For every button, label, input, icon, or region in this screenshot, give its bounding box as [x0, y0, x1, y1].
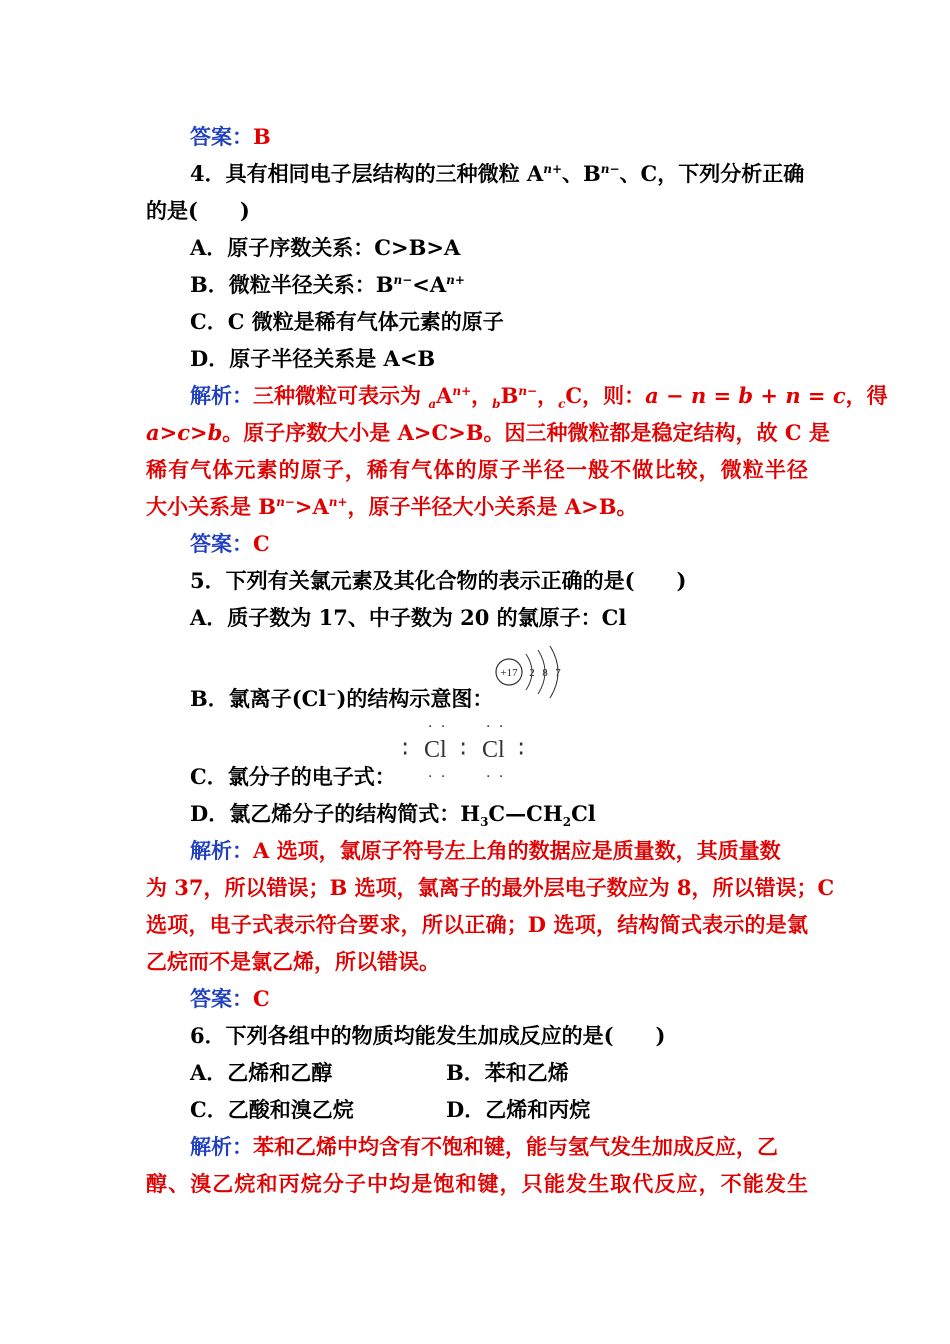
charge-sup: − — [326, 687, 337, 701]
formula-sub: 3 — [480, 815, 489, 830]
answer-label: 答案： — [190, 986, 253, 1011]
analysis-label: 解析： — [190, 1134, 253, 1159]
q5-analysis-line2: 为 37，所以错误；B 选项，氯离子的最外层电子数应为 8，所以错误；C — [146, 875, 835, 900]
q4-stem-text: 、B — [562, 161, 601, 186]
q4-analysis-line1 — [190, 383, 888, 412]
q3-answer — [190, 124, 271, 150]
lone-pair-right: ∶ — [518, 735, 525, 763]
q6-stem: 6．下列各组中的物质均能发生加成反应的是( ) — [190, 1023, 666, 1048]
charge-sup: n− — [600, 162, 620, 176]
analysis-text: ， — [471, 383, 493, 408]
option-text: <A — [412, 272, 447, 297]
equation: a − n = b + n = c — [645, 383, 846, 408]
charge-sup: n+ — [446, 273, 465, 287]
q4-analysis-line2 — [146, 420, 830, 446]
analysis-text: >A — [294, 494, 329, 519]
q4-option-a: A．原子序数关系：C>B>A — [190, 235, 461, 260]
q4-option-d: D．原子半径关系是 A<B — [190, 346, 436, 371]
option-text: B．氯离子(Cl — [190, 686, 327, 711]
answer-label: 答案： — [190, 124, 253, 149]
q4-stem-line1 — [190, 161, 804, 187]
chlorine-atom-1: Cl — [424, 737, 447, 763]
lone-pair-top-2: · · — [486, 719, 506, 735]
analysis-label: 解析： — [190, 838, 253, 863]
charge-sup: n+ — [543, 162, 562, 176]
q4-stem-text: 、C，下列分析正确 — [619, 161, 805, 186]
atomic-number-sub: a — [428, 397, 437, 412]
answer-value: C — [253, 531, 270, 556]
option-text: D．氯乙烯分子的结构简式：H — [190, 801, 481, 826]
lone-pair-top-1: · · — [428, 719, 448, 735]
q6-analysis-line2: 醇、溴乙烷和丙烷分子中均是饱和键，只能发生取代反应，不能发生 — [146, 1171, 808, 1196]
q4-option-b — [190, 272, 465, 298]
answer-value: C — [253, 986, 270, 1011]
charge-sup: n+ — [328, 495, 348, 509]
charge-sup: n− — [393, 273, 413, 287]
shell-count-1: 2 — [529, 667, 535, 679]
chlorine-lewis-structure — [402, 717, 542, 789]
chloride-structure-diagram — [492, 640, 572, 704]
option-text: Cl — [571, 801, 596, 826]
shell-count-3: 7 — [555, 667, 561, 679]
analysis-text: A 选项，氯原子符号左上角的数据应是质量数，其质量数 — [253, 838, 781, 863]
q6-option-d: D．乙烯和丙烷 — [446, 1097, 591, 1122]
q5-analysis-line3: 选项，电子式表示符合要求，所以正确；D 选项，结构简式表示的是氯 — [146, 912, 808, 937]
option-text: C—CH — [488, 801, 563, 826]
analysis-text: 三种微粒可表示为 — [253, 383, 429, 408]
q4-analysis-line3: 稀有气体元素的原子，稀有气体的原子半径一般不做比较，微粒半径 — [146, 457, 808, 482]
analysis-text: ，得 — [845, 383, 888, 408]
q5-analysis-line4: 乙烷而不是氯乙烯，所以错误。 — [146, 949, 440, 974]
shared-pair: ∶ — [460, 735, 467, 763]
q4-stem-text: 4．具有相同电子层结构的三种微粒 A — [190, 161, 544, 186]
option-text: )的结构示意图： — [336, 686, 494, 711]
analysis-text: B — [500, 383, 519, 408]
q4-option-c: C．C 微粒是稀有气体元素的原子 — [190, 309, 504, 334]
formula-sub: 2 — [562, 815, 572, 830]
q5-answer — [190, 986, 270, 1012]
atomic-number-sub: c — [558, 397, 566, 412]
charge-sup: n+ — [452, 384, 472, 398]
analysis-text: C，则： — [565, 383, 646, 408]
q6-option-a: A．乙烯和乙醇 — [190, 1060, 333, 1085]
analysis-text: ，原子半径大小关系是 A>B。 — [347, 494, 638, 519]
q5-analysis-line1 — [190, 838, 781, 864]
q4-analysis-line4 — [146, 494, 637, 520]
analysis-text: 。原子序数大小是 A>C>B。因三种微粒都是稳定结构，故 C 是 — [222, 420, 830, 445]
q5-stem: 5．下列有关氯元素及其化合物的表示正确的是( ) — [190, 568, 687, 593]
answer-label: 答案： — [190, 531, 253, 556]
analysis-text: A — [436, 383, 453, 408]
analysis-text: ， — [537, 383, 559, 408]
q5-option-b — [190, 686, 493, 712]
charge-sup: n− — [518, 384, 538, 398]
nucleus-label: +17 — [500, 667, 518, 679]
q5-option-a: A．质子数为 17、中子数为 20 的氯原子：Cl — [190, 605, 627, 630]
charge-sup: n− — [276, 495, 295, 509]
q6-option-c: C．乙酸和溴乙烷 — [190, 1097, 354, 1122]
chlorine-atom-2: Cl — [482, 737, 505, 763]
option-text: B．微粒半径关系：B — [190, 272, 394, 297]
lone-pair-bottom-2: · · — [486, 769, 506, 785]
shell-count-2: 8 — [542, 667, 548, 679]
q5-option-d — [190, 801, 596, 830]
analysis-text: 大小关系是 B — [146, 494, 277, 519]
q4-stem-line2: 的是( ) — [146, 198, 250, 223]
analysis-label: 解析： — [190, 383, 253, 408]
lone-pair-bottom-1: · · — [428, 769, 448, 785]
q5-option-c: C．氯分子的电子式： — [190, 764, 396, 789]
q6-option-b: B．苯和乙烯 — [446, 1060, 569, 1085]
lone-pair-left: ∶ — [402, 735, 409, 763]
q6-analysis-line1 — [190, 1134, 778, 1160]
atomic-number-sub: b — [492, 397, 501, 412]
answer-value: B — [253, 124, 271, 149]
relation: a>c>b — [146, 420, 223, 445]
q4-answer — [190, 531, 270, 557]
analysis-text: 苯和乙烯中均含有不饱和键，能与氢气发生加成反应，乙 — [253, 1134, 778, 1159]
